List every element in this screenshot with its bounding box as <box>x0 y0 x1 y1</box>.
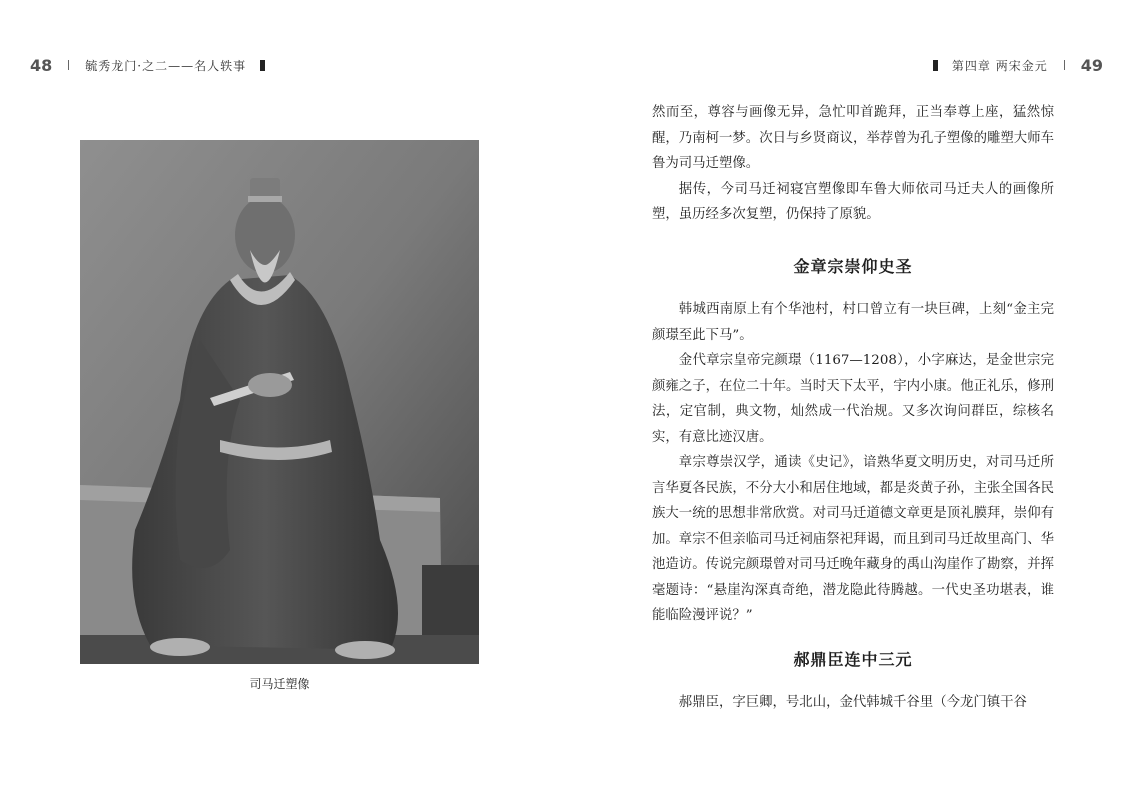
header-marker <box>933 60 938 71</box>
header-divider <box>1064 60 1065 70</box>
running-title-right: 第四章 两宋金元 <box>951 58 1048 73</box>
running-title-left: 毓秀龙门·之二——名人轶事 <box>85 58 247 73</box>
page-number-left: 48 <box>30 55 53 75</box>
section-heading: 金章宗崇仰史圣 <box>793 256 913 276</box>
header-divider <box>68 60 69 70</box>
paragraph: 然而至，尊容与画像无异，急忙叩首跪拜，正当奉尊上座，猛然惊醒，乃南柯一梦。次日与乡贤商议，举荐曾为孔子塑像的雕塑大师车鲁为司马迁塑像。 <box>652 105 1054 171</box>
paragraph: 章宗尊崇汉学，通读《史记》，谙熟华夏文明历史，对司马迁所言华夏各民族，不分大小和居住地域，都是炎黄子孙，主张全国各民族大一统的思想非常欣赏。对司马迁道德文章更是顶礼膜拜，崇仰有加。章宗不但亲临司马迁祠庙祭祀拜谒，而且到司马迁故里高门、华池造访。传说完颜璟曾对司马迁晚年藏身的禹山沟崖作了勘察，并挥毫题诗：“悬崖沟深真奇绝，潜龙隐此待腾越。一代史圣功堪表，谁能临险漫评说？” <box>652 455 1054 623</box>
header-marker <box>260 60 265 71</box>
section-heading: 郝鼎臣连中三元 <box>793 649 913 669</box>
paragraph: 金代章宗皇帝完颜璟（1167—1208），小字麻达，是金世宗完颜雍之子，在位二十年。当时天下太平，宇内小康。他正礼乐，修刑法，定官制，典文物，灿然成一代治规。又多次询问群臣，综核名实，有意比迹汉唐。 <box>652 353 1054 445</box>
figure-caption: 司马迁塑像 <box>249 677 310 691</box>
paragraph: 郝鼎臣，字巨卿，号北山，金代韩城千谷里（今龙门镇干谷 <box>678 695 1027 710</box>
body-text <box>652 100 1054 716</box>
paragraph: 韩城西南原上有个华池村，村口曾立有一块巨碑，上刻“金主完颜璟至此下马”。 <box>652 302 1054 343</box>
header-right <box>919 54 1103 76</box>
header-left <box>30 54 279 76</box>
statue-illustration <box>80 140 479 664</box>
page-number-right: 49 <box>1080 55 1103 75</box>
statue-photo <box>80 140 479 664</box>
paragraph: 据传，今司马迁祠寝宫塑像即车鲁大师依司马迁夫人的画像所塑，虽历经多次复塑，仍保持了原貌。 <box>652 181 1054 222</box>
